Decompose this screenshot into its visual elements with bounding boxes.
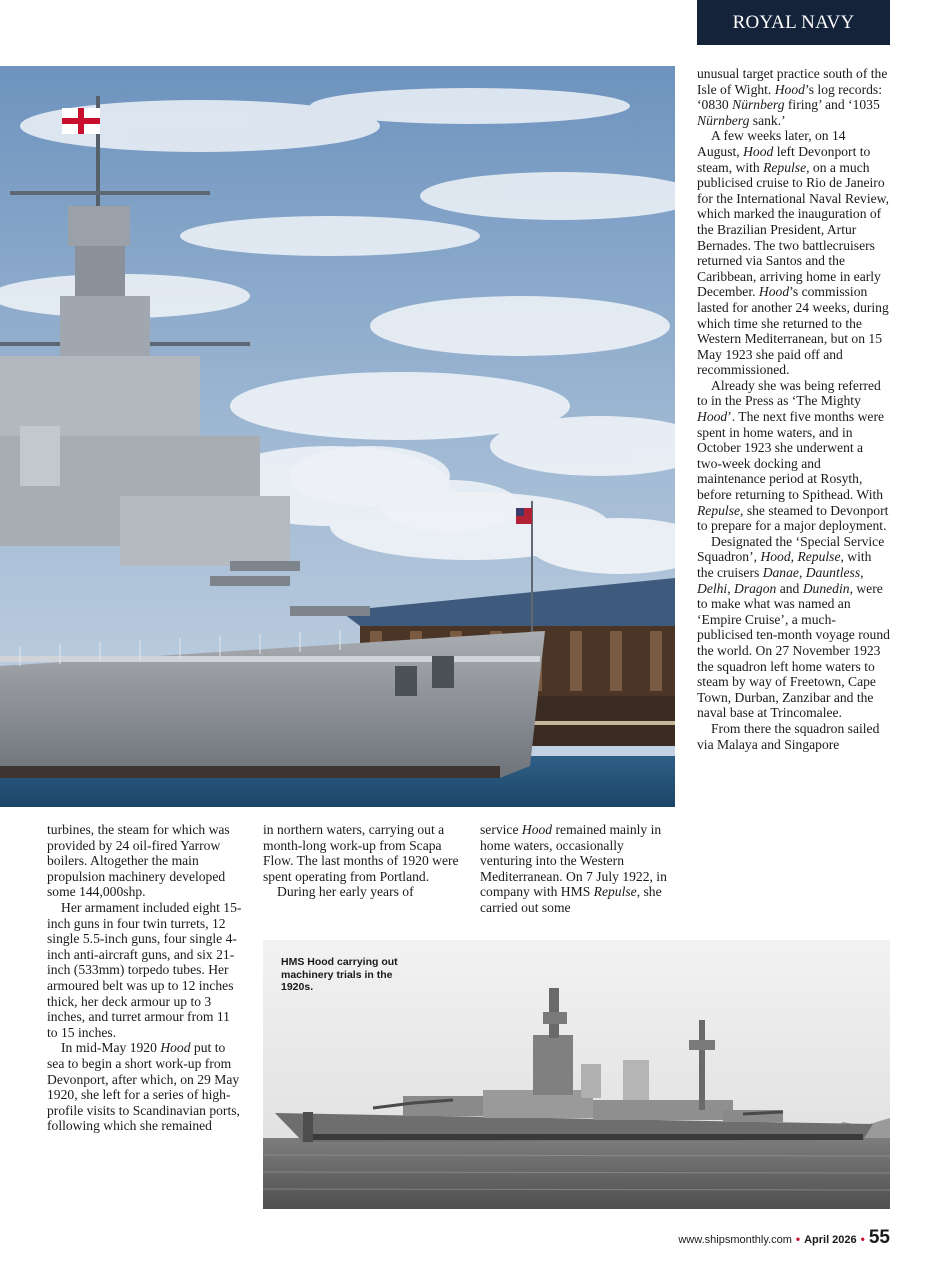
paragraph: turbines, the steam for which was provided by 24 oil-fired Yarrow boilers. Altogether the main propulsion machinery developed some 144,000shp. (47, 822, 230, 900)
section-tab (697, 0, 890, 45)
paragraph: Her armament included eight 15-inch guns in four twin turrets, 12 single 5.5-inch guns, four single 4-inch anti-aircraft guns, and six 21-inch (533mm) torpedo tubes. Her armoured belt was up to 12 inches thick, her deck armour up to 3 inches, and turret armour from 11 to 15 inches. (47, 899, 242, 1040)
article-column-2 (263, 822, 459, 900)
page-footer (678, 1227, 890, 1251)
article-column-3 (480, 822, 676, 916)
paragraph: service Hood remained mainly in home waters, occasionally venturing into the Western Mediterranean. On 7 July 1922, in company with HMS Repulse, she carried out some (480, 822, 667, 915)
trials-photo (263, 940, 890, 1209)
article-column-right (697, 66, 890, 752)
paragraph: From there the squadron sailed via Malaya and Singapore (697, 720, 880, 752)
footer-date: April 2026 (804, 1234, 857, 1246)
article-column-1 (47, 822, 243, 1134)
footer-url[interactable]: www.shipsmonthly.com (678, 1234, 792, 1246)
paragraph: Already she was being referred to in the Press as ‘The Mighty Hood’. The next five months were spent in home waters, and in October 1923 she underwent a two-week docking and maintenance period at Rosyth, before returning to Spithead. With Repulse, she steamed to Devonport to prepare for a major deployment. (697, 377, 889, 534)
paragraph: in northern waters, carrying out a month-long work-up from Scapa Flow. The last months of 1920 were spent operating from Portland. (263, 822, 459, 884)
paragraph: In mid-May 1920 Hood put to sea to begin a short work-up from Devonport, after which, on 29 May 1920, she left for a series of high-profile visits to Scandinavian ports, following which she remained (47, 1040, 240, 1134)
paragraph: During her early years of (277, 884, 414, 900)
paragraph: unusual target practice south of the Isle of Wight. Hood’s log records: ‘0830 Nürnberg firing’ and ‘1035 Nürnberg sank.’ (697, 66, 888, 128)
footer-separator-2: • (860, 1232, 865, 1246)
footer-separator-1: • (795, 1232, 801, 1246)
photo-caption: HMS Hood carrying out machinery trials in the 1920s. (281, 956, 398, 994)
paragraph: A few weeks later, on 14 August, Hood left Devonport to steam, with Repulse, on a much publicised cruise to Rio de Janeiro for the International Naval Review, which marked the inauguration of the Brazilian President, Artur Bernades. The two battlecruisers returned via Santos and the Caribbean, arriving home in early December. Hood’s commission lasted for another 24 weeks, during which time she returned to the Western Mediterranean, but on 15 May 1923 she paid off and recommissioned. (697, 128, 889, 378)
page-number: 55 (868, 1227, 890, 1248)
section-label: ROYAL NAVY (732, 11, 855, 33)
hero-photo (0, 66, 675, 807)
paragraph: Designated the ‘Special Service Squadron’, Hood, Repulse, with the cruisers Danae, Dauntless, Delhi, Dragon and Dunedin, were to make what was named an ‘Empire Cruise’, a much-publicised ten-month voyage round the world. On 27 November 1923 the squadron left home waters to steam by way of Freetown, Cape Town, Durban, Zanzibar and the naval base at Trincomalee. (697, 533, 890, 721)
